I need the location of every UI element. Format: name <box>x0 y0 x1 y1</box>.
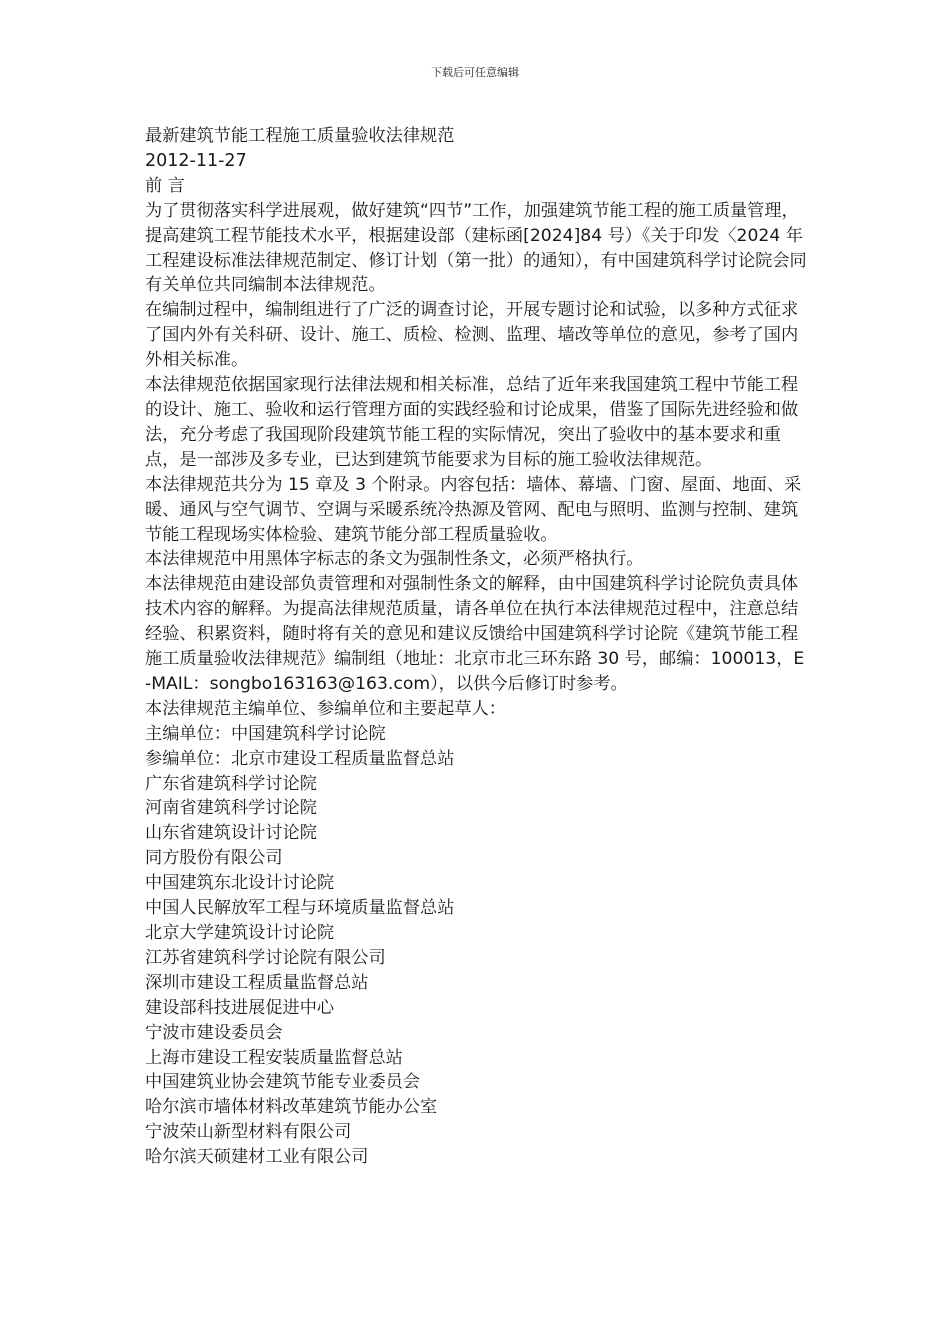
list-item: 同方股份有限公司 <box>145 848 283 869</box>
participating-units-list <box>145 772 810 1171</box>
paragraph-units-intro: 本法律规范主编单位、参编单位和主要起草人： <box>145 698 506 719</box>
document-body <box>145 124 810 1170</box>
list-item: 建设部科技进展促进中心 <box>145 997 335 1018</box>
list-item: 江苏省建筑科学讨论院有限公司 <box>145 947 386 968</box>
preface-heading: 前 言 <box>145 175 185 196</box>
list-item: 宁波荣山新型材料有限公司 <box>145 1122 352 1143</box>
list-item: 北京大学建筑设计讨论院 <box>145 923 335 943</box>
paragraph-management: 本法律规范由建设部负责管理和对强制性条文的解释，由中国建筑科学讨论院负责具体技术内容的解释。为提高法律规范质量，请各单位在执行本法律规范过程中，注意总结经验、积累资料，随时将有关的意见和建议反馈给中国建筑科学讨论院《建筑节能工程施工质量验收法律规范》编制组（地址：北京市北三环东路 30 号，邮编：100013，E-MAIL：songbo163163@163.com），以供今后修订时参考。 <box>145 574 805 694</box>
chief-unit: 主编单位：中国建筑科学讨论院 <box>145 723 386 744</box>
list-item: 上海市建设工程安装质量监督总站 <box>145 1047 403 1068</box>
document-title: 最新建筑节能工程施工质量验收法律规范 <box>145 126 455 146</box>
paragraph-basis: 本法律规范依据国家现行法律法规和相关标准，总结了近年来我国建筑工程中节能工程的设计、施工、验收和运行管理方面的实践经验和讨论成果，借鉴了国际先进经验和做法，充分考虑了我国现阶段建筑节能工程的实际情况，突出了验收中的基本要求和重点，是一部涉及多专业，已达到建筑节能要求为目标的施工验收法律规范。 <box>145 375 799 470</box>
list-item: 深圳市建设工程质量监督总站 <box>145 972 369 993</box>
participating-units-label: 参编单位：北京市建设工程质量监督总站 <box>145 748 455 769</box>
list-item: 河南省建筑科学讨论院 <box>145 798 317 819</box>
page-header-note: 下载后可任意编辑 <box>431 66 519 79</box>
paragraph-purpose: 为了贯彻落实科学进展观，做好建筑“四节”工作，加强建筑节能工程的施工质量管理，提高建筑工程节能技术水平，根据建设部（建标函[2024]84 号）《关于印发〈2024 年工程建设标准法律规范制定、修订计划（第一批）的通知），有中国建筑科学讨论院会同有关单位共同编制本法律规范。 <box>145 200 807 296</box>
list-item: 中国建筑业协会建筑节能专业委员会 <box>145 1072 421 1093</box>
list-item: 哈尔滨天硕建材工业有限公司 <box>145 1147 369 1168</box>
list-item: 中国人民解放军工程与环境质量监督总站 <box>145 898 455 919</box>
list-item: 山东省建筑设计讨论院 <box>145 823 317 844</box>
list-item: 哈尔滨市墙体材料改革建筑节能办公室 <box>145 1097 438 1118</box>
list-item: 广东省建筑科学讨论院 <box>145 773 317 794</box>
list-item: 中国建筑东北设计讨论院 <box>145 873 335 894</box>
paragraph-contents: 本法律规范共分为 15 章及 3 个附录。内容包括：墙体、幕墙、门窗、屋面、地面、采暖、通风与空气调节、空调与采暖系统冷热源及管网、配电与照明、监测与控制、建筑节能工程现场实体检验、建筑节能分部工程质量验收。 <box>145 474 802 545</box>
paragraph-process: 在编制过程中，编制组进行了广泛的调查讨论，开展专题讨论和试验，以多种方式征求了国内外有关科研、设计、施工、质检、检测、监理、墙改等单位的意见，参考了国内外相关标准。 <box>145 300 799 371</box>
paragraph-mandatory: 本法律规范中用黑体字标志的条文为强制性条文，必须严格执行。 <box>145 549 644 570</box>
list-item: 宁波市建设委员会 <box>145 1022 283 1043</box>
document-date: 2012-11-27 <box>145 150 247 171</box>
